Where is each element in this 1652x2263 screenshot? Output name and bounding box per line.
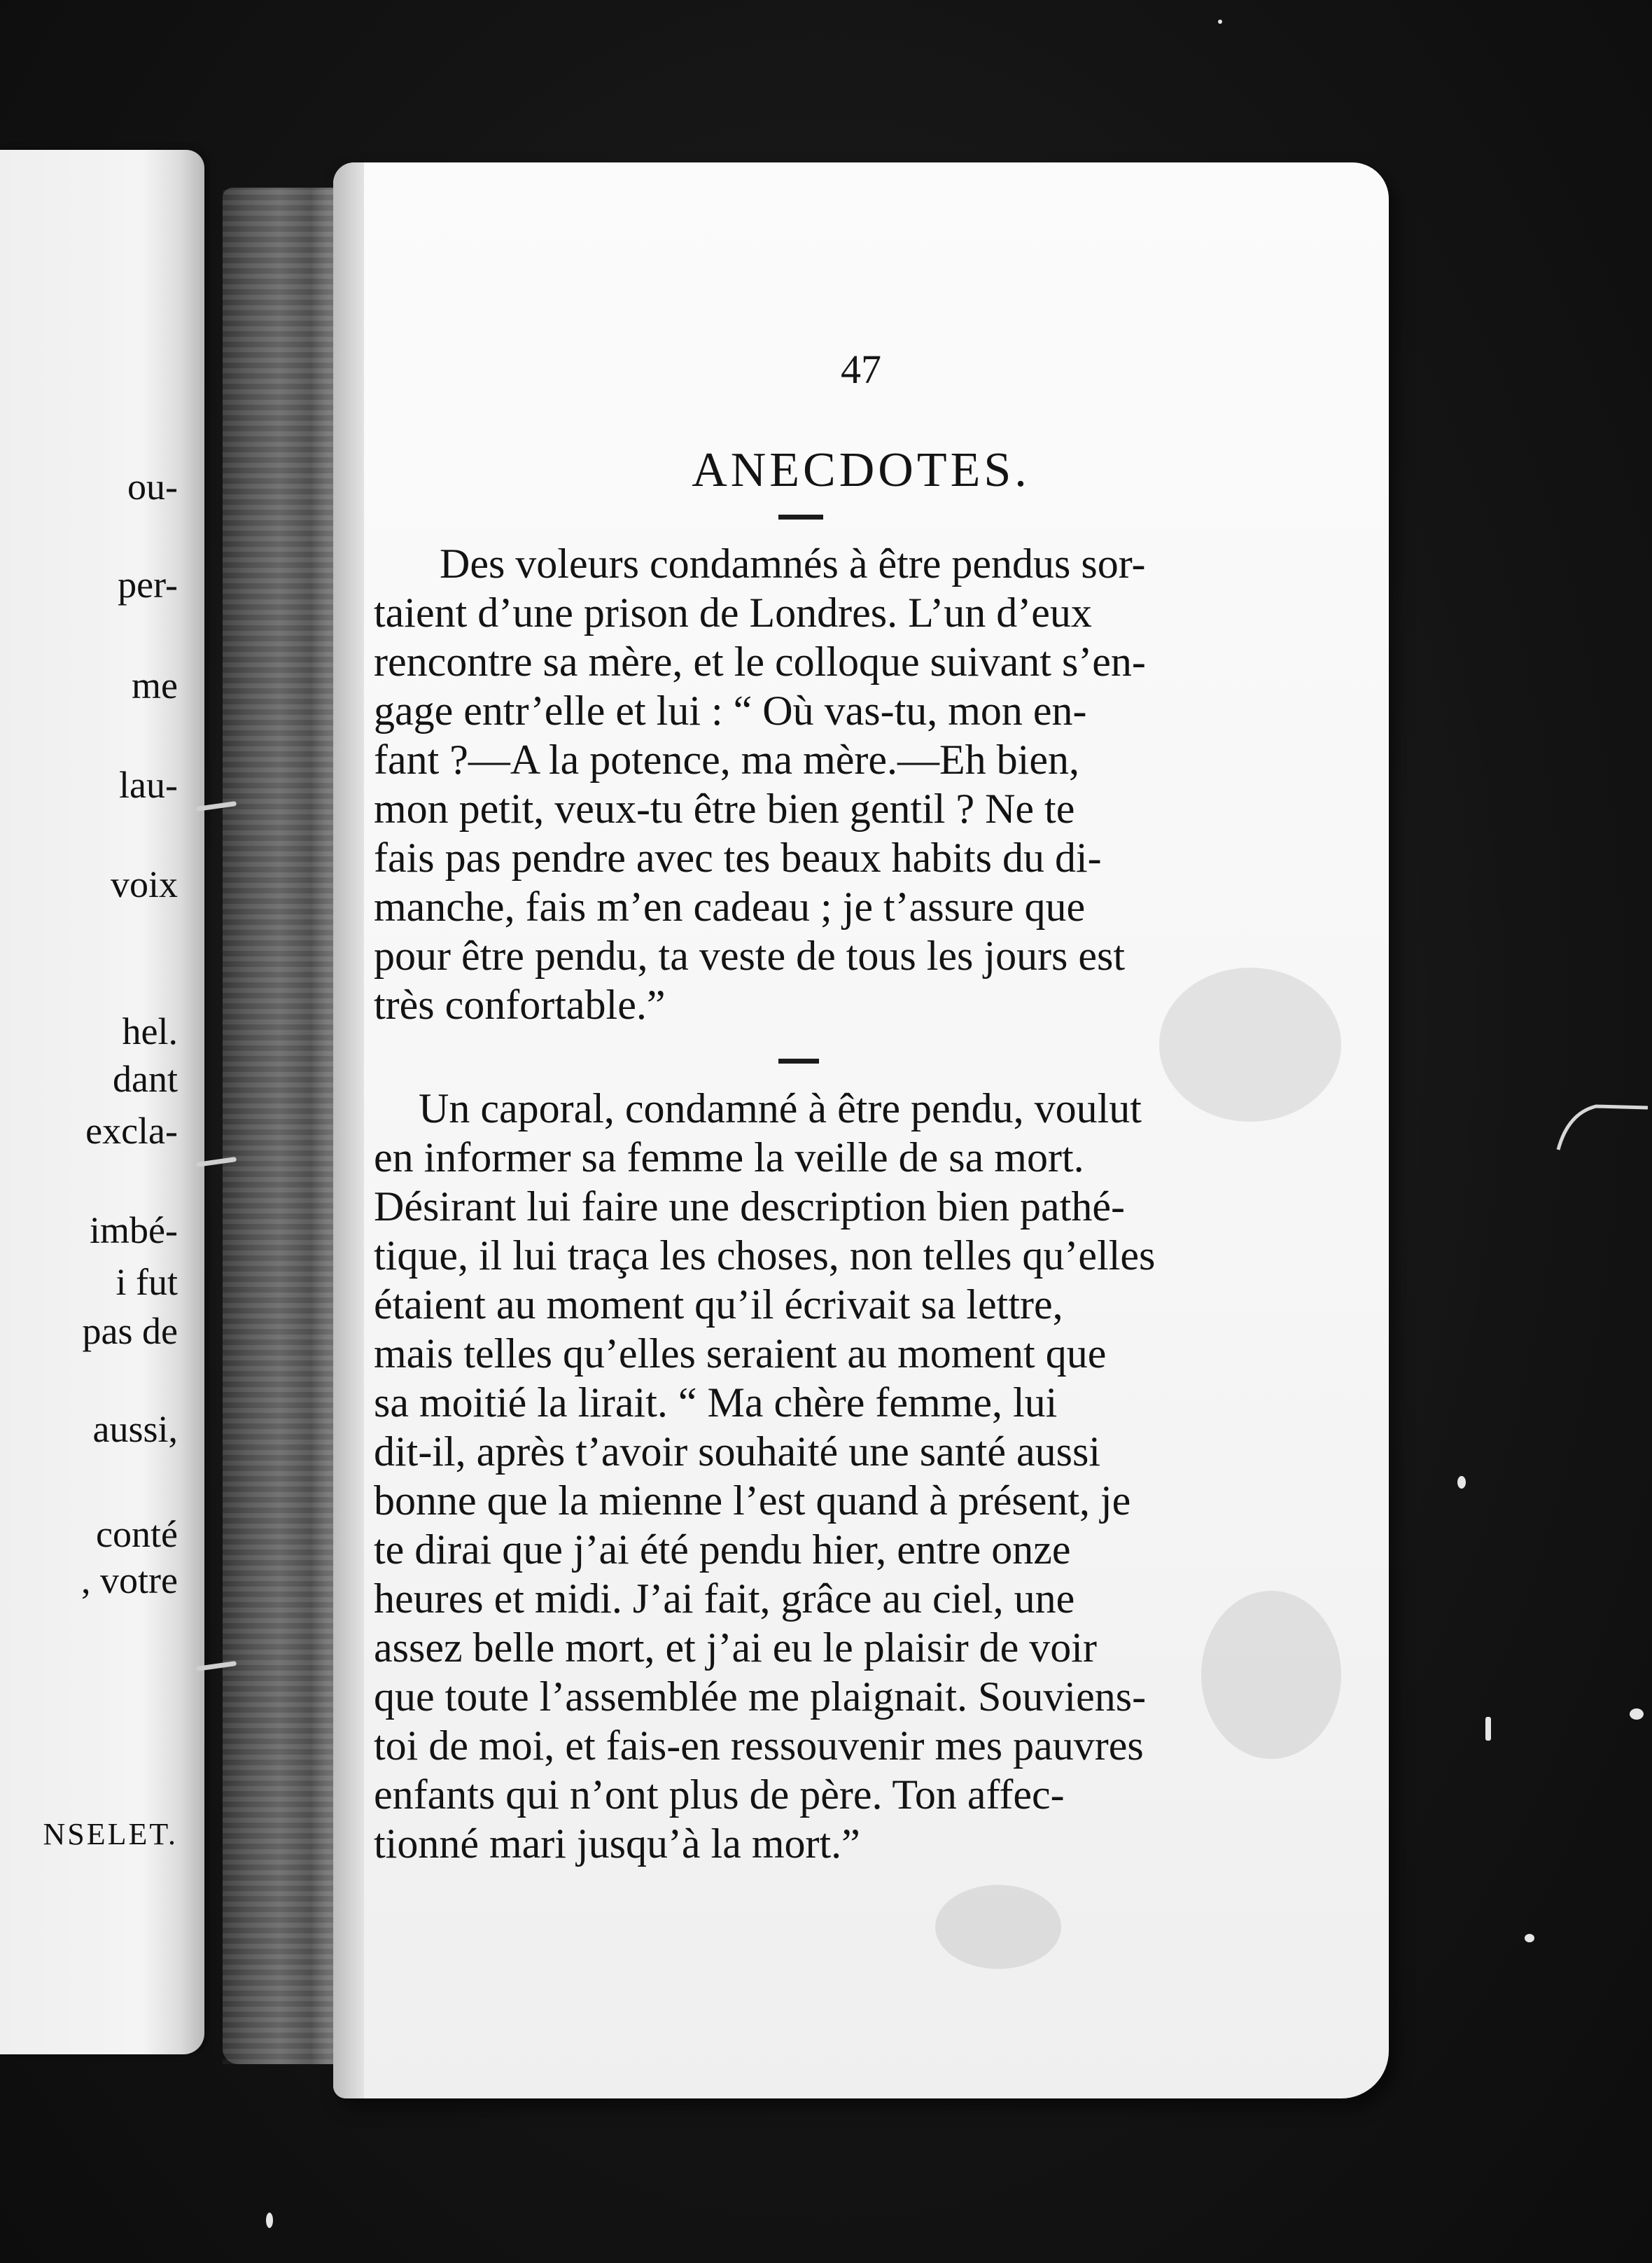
left-page-fragment: per- [118,564,178,606]
page-number: 47 [841,347,881,392]
previous-page-edge [0,150,204,2054]
left-page-fragment: i fut [115,1261,178,1303]
left-page-fragment: hel. [122,1010,178,1052]
anecdote-line: taient d’une prison de Londres. L’un d’eux [374,590,1092,636]
anecdote-line: assez belle mort, et j’ai eu le plaisir de voir [374,1624,1097,1671]
anecdote-line: que toute l’assemblée me plaignait. Souviens- [374,1673,1147,1720]
anecdote-line: Des voleurs condamnés à être pendus sor- [440,541,1146,587]
book-page [333,162,1389,2098]
left-page-fragment: me [132,664,178,706]
left-page-fragment: lau- [119,764,178,806]
anecdote-line: fais pas pendre avec tes beaux habits du di- [374,835,1102,881]
scan-hair-artifact [1554,1092,1652,1169]
anecdote-line: gage entr’elle et lui : “ Où vas-tu, mon en- [374,688,1087,734]
anecdote-line: toi de moi, et fais-en ressouvenir mes pauvres [374,1722,1144,1769]
anecdote-line: tique, il lui traça les choses, non telles qu’elles [374,1232,1156,1279]
left-page-fragment: ou- [127,466,178,508]
left-page-fragment: conté [96,1513,178,1555]
page-stain [935,1885,1061,1969]
anecdote-line: étaient au moment qu’il écrivait sa lettre, [374,1281,1063,1328]
anecdote-separator-rule [778,1059,819,1064]
anecdote-line: heures et midi. J’ai fait, grâce au ciel, une [374,1575,1075,1622]
anecdote-line: très confortable.” [374,982,666,1028]
anecdote-line: pour être pendu, ta veste de tous les jours est [374,933,1126,979]
anecdote-line: tionné mari jusqu’à la mort.” [374,1820,860,1867]
title-separator-rule [778,515,823,520]
left-page-fragment: dant [113,1058,178,1100]
anecdote-line: manche, fais m’en cadeau ; je t’assure que [374,884,1086,930]
left-page-fragment: aussi, [92,1408,178,1450]
anecdote-line: te dirai que j’ai été pendu hier, entre onze [374,1526,1071,1573]
anecdote-2 [374,1084,1357,1868]
anecdote-line: fant ?—A la potence, ma mère.—Eh bien, [374,737,1079,783]
anecdote-line: mon petit, veux-tu être bien gentil ? Ne te [374,786,1075,832]
anecdote-1 [374,539,1357,1029]
anecdote-line: bonne que la mienne l’est quand à présent, je [374,1477,1131,1524]
left-page-fragment: , votre [81,1559,178,1601]
book-spine [223,188,349,2064]
page-title: ANECDOTES. [692,443,1030,497]
left-page-fragment: pas de [82,1310,178,1352]
left-page-fragment: voix [110,863,178,905]
anecdote-line: Désirant lui faire une description bien pathé- [374,1183,1125,1230]
anecdote-line: en informer sa femme la veille de sa mort. [374,1134,1084,1181]
left-page-fragment: excla- [85,1110,178,1152]
anecdote-line: dit-il, après t’avoir souhaité une santé aussi [374,1428,1101,1475]
anecdote-line: rencontre sa mère, et le colloque suivant s’en- [374,639,1146,685]
left-page-fragment: imbé- [90,1209,178,1251]
anecdote-line: enfants qui n’ont plus de père. Ton affec- [374,1771,1065,1818]
anecdote-line: Un caporal, condamné à être pendu, voulut [419,1085,1142,1132]
anecdote-line: mais telles qu’elles seraient au moment que [374,1330,1107,1377]
left-page-fragment: NSELET. [43,1817,178,1851]
anecdote-line: sa moitié la lirait. “ Ma chère femme, lui [374,1379,1058,1426]
